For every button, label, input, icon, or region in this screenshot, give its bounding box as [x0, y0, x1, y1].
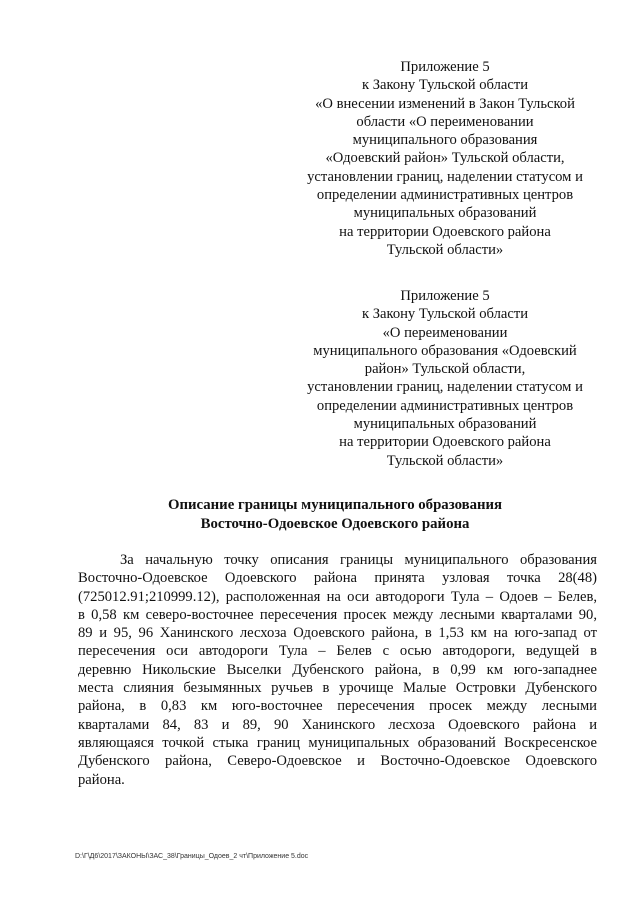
paragraph-line: являющаяся точкой стыка границ муниципальных образований Воскресенское — [78, 734, 597, 751]
appendix-header-original — [300, 287, 590, 470]
paragraph-line: пересечения оси автодороги Тула – Белев с осью автодороги, ведущей в — [78, 643, 597, 660]
paragraph-line: Восточно-Одоевское Одоевского района принята узловая точка 28(48) — [78, 570, 597, 587]
title-line: Описание границы муниципального образования — [167, 497, 503, 513]
paragraph-line: района. — [78, 771, 125, 788]
appendix-line: на территории Одоевского района — [339, 223, 551, 240]
appendix-line: «Одоевский район» Тульской области, — [325, 150, 565, 167]
appendix-line: муниципальных образований — [353, 416, 537, 433]
paragraph-line: (725012.91;210999.12), расположенная на оси автодороги Тула – Одоев – Белев, — [78, 588, 597, 605]
appendix-line: район» Тульской области, — [364, 361, 526, 378]
appendix-line: установлении границ, наделении статусом и — [307, 379, 583, 396]
appendix-line: муниципального образования — [352, 132, 538, 149]
paragraph-line: Дубенского района, Северо-Одоевское и Восточно-Одоевское Одоевского — [78, 753, 597, 770]
appendix-line: к Закону Тульской области — [361, 306, 529, 323]
appendix-line: муниципального образования «Одоевский — [313, 342, 577, 359]
appendix-line: определении административных центров — [316, 397, 574, 414]
appendix-line: муниципальных образований — [353, 205, 537, 222]
paragraph-line: места слияния безымянных ручьев в урочище Малые Островки Дубенского — [78, 680, 597, 697]
paragraph-line: района, в 0,83 км юго-восточнее пересечения просек между лесными — [78, 698, 597, 715]
appendix-line: к Закону Тульской области — [361, 77, 529, 94]
appendix-line: «О внесении изменений в Закон Тульской — [315, 95, 575, 112]
document-title — [0, 496, 640, 534]
appendix-line: на территории Одоевского района — [339, 434, 551, 451]
paragraph-line: За начальную точку описания границы муниципального образования — [120, 552, 597, 568]
paragraph-line: в 0,58 км северо-восточнее пересечения просек между лесными кварталами 90, — [78, 606, 597, 623]
appendix-line: определении административных центров — [316, 187, 574, 204]
appendix-line: «О переименовании — [382, 324, 508, 341]
appendix-line: Приложение 5 — [400, 288, 490, 304]
paragraph-line: деревню Никольские Выселки Дубенского района, в 0,99 км юго-западнее — [78, 661, 597, 678]
appendix-line: Приложение 5 — [400, 59, 490, 75]
paragraph-line: 89 и 95, 96 Ханинского лесхоза Одоевского района, в 1,53 км на юго-запад от — [78, 625, 597, 642]
appendix-line: Тульской области» — [386, 452, 504, 469]
paragraph-line: кварталами 84, 83 и 89, 90 Ханинского лесхоза Одоевского района и — [78, 716, 597, 733]
appendix-header-amended — [300, 58, 590, 259]
appendix-line: Тульской области» — [386, 241, 504, 258]
file-path-footer: D:\Г\Д6\2017\ЗАКОНЫ\ЗАС_38\Границы_Одоев_2 чт\Приложение 5.doc — [75, 853, 309, 860]
appendix-line: установлении границ, наделении статусом и — [307, 168, 583, 185]
title-line: Восточно-Одоевское Одоевского района — [200, 516, 470, 532]
boundary-description-paragraph — [78, 551, 597, 789]
appendix-line: области «О переименовании — [356, 113, 534, 130]
